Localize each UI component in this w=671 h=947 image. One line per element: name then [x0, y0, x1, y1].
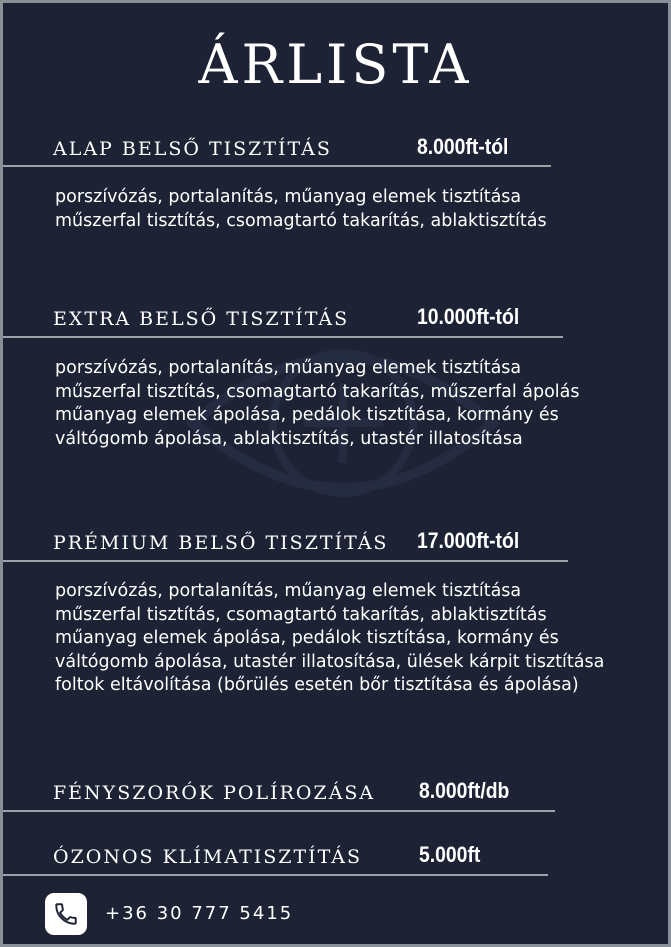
description-line: váltógomb ápolása, utastér illatosítása, ülések kárpit tisztítása [55, 651, 605, 672]
description-line: váltógomb ápolása, ablaktisztítás, utastér illatosítása [55, 428, 523, 449]
description-line: porszívózás, portalanítás, műanyag elemek tisztítása [55, 187, 522, 207]
service-price-extra: 10.000ft-tól [417, 304, 520, 329]
page-title: ÁRLISTA [198, 33, 473, 96]
service-description-extra [55, 357, 580, 451]
description-line: műszerfal tisztítás, csomagtartó takarítás, műszerfal ápolás [55, 381, 580, 402]
service-name-extra: EXTRA BELSŐ TISZTÍTÁS [53, 308, 350, 330]
service-description-premium [55, 580, 604, 698]
service-price-fenyszorok: 8.000ft/db [419, 778, 510, 803]
service-name-fenyszorok: FÉNYSZORÓK POLÍROZÁSA [53, 782, 376, 804]
phone-icon[interactable] [45, 893, 87, 935]
service-name-alap: ALAP BELSŐ TISZTÍTÁS [53, 138, 332, 160]
service-name-premium: PRÉMIUM BELSŐ TISZTÍTÁS [53, 532, 389, 554]
description-line: foltok eltávolítása (bőrülés esetén bőr tisztítása és ápolása) [55, 675, 579, 695]
service-price-ozonos: 5.000ft [419, 842, 481, 867]
description-line: műanyag elemek ápolása, pedálok tisztítása, kormány és [55, 628, 559, 648]
service-description-alap [55, 186, 547, 233]
description-line: műszerfal tisztítás, csomagtartó takarítás, ablaktisztítás [55, 604, 547, 625]
service-name-ozonos: ÓZONOS KLÍMATISZTÍTÁS [53, 846, 363, 868]
divider [3, 336, 563, 338]
phone-number[interactable]: +36 30 777 5415 [105, 903, 294, 924]
description-line: műszerfal tisztítás, csomagtartó takarítás, ablaktisztítás [55, 210, 547, 231]
divider [3, 560, 568, 562]
description-line: porszívózás, portalanítás, műanyag elemek tisztítása [55, 581, 522, 601]
divider [3, 874, 548, 876]
divider [3, 810, 555, 812]
service-price-premium: 17.000ft-tól [417, 528, 520, 553]
description-line: műanyag elemek ápolása, pedálok tisztítása, kormány és [55, 405, 559, 425]
phone-handset-icon [53, 901, 79, 927]
description-line: porszívózás, portalanítás, műanyag elemek tisztítása [55, 358, 522, 378]
service-price-alap: 8.000ft-tól [417, 134, 509, 159]
divider [3, 165, 551, 167]
